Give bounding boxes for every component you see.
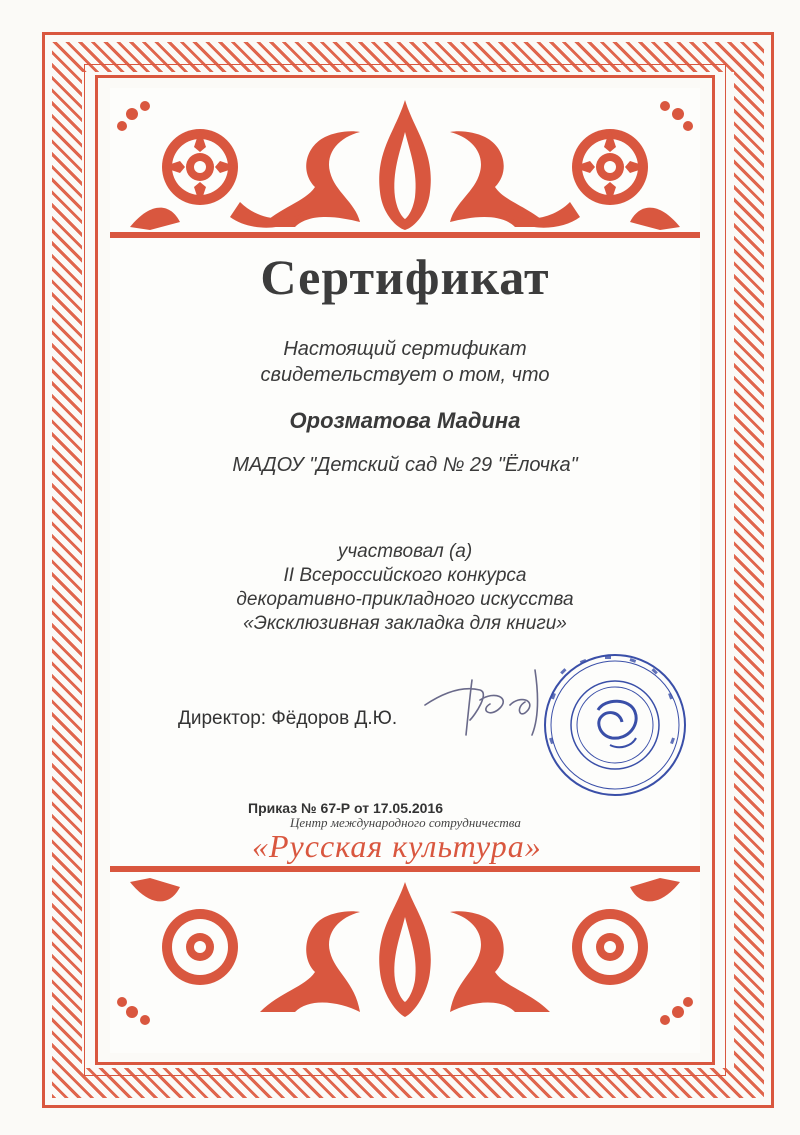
certificate-title: Сертификат (260, 249, 550, 305)
director-signature-line: Директор: Фёдоров Д.Ю. (178, 708, 398, 729)
issuer-brand: «Русская культура» (252, 828, 542, 864)
handwritten-signature (420, 660, 560, 740)
recipient-name: Орозматова Мадина (289, 408, 521, 433)
participation-line-2: II Всероссийского конкурса (283, 565, 527, 586)
participation-line-4: «Эксклюзивная закладка для книги» (243, 613, 567, 634)
intro-line-2: свидетельствует о том, что (260, 364, 550, 386)
round-seal (540, 650, 690, 800)
participation-text (110, 540, 700, 636)
intro-text (110, 336, 700, 388)
bottom-ornament (110, 862, 700, 1032)
participation-line-1: участвовал (а) (337, 541, 473, 562)
top-ornament (110, 92, 700, 252)
issuer-caption: Центр международного сотрудничества (290, 815, 521, 830)
participation-line-3: декоративно-прикладного искусства (236, 589, 574, 610)
intro-line-1: Настоящий сертификат (283, 338, 527, 360)
organization: МАДОУ "Детский сад № 29 "Ёлочка" (232, 454, 578, 476)
order-number: Приказ № 67-Р от 17.05.2016 (248, 800, 444, 816)
